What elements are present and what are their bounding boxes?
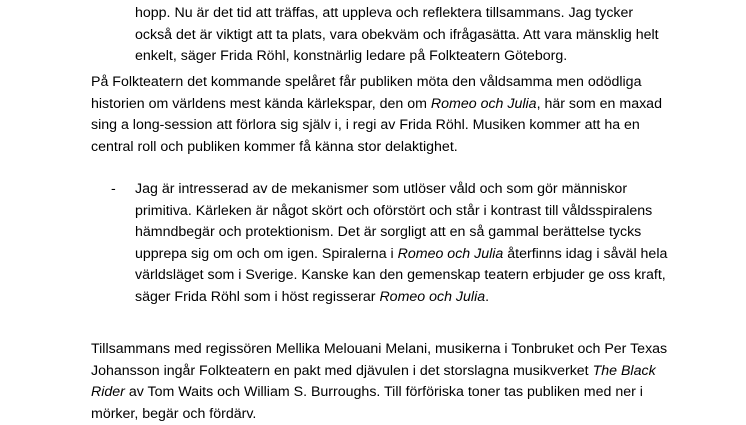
quote-continuation-line: enkelt, säger Frida Röhl, konstnärlig ledare på Folkteatern Göteborg. xyxy=(135,48,568,65)
text-run: , här som en maxad xyxy=(536,95,662,112)
quote-line: primitiva. Kärleken är något skört och oförstört och står i kontrast till våldsspiralens xyxy=(135,202,653,219)
quote-continuation-line: också det är viktigt att ta plats, vara obekväm och ifrågasätta. Att vara mänsklig helt xyxy=(135,26,659,43)
quote-line xyxy=(135,244,695,266)
quote-line xyxy=(135,287,695,309)
quote-continuation xyxy=(135,3,695,68)
paragraph-line xyxy=(91,382,691,404)
title-italic: Rider xyxy=(91,384,125,401)
quote-continuation-line: hopp. Nu är det tid att träffas, att uppleva och reflektera tillsammans. Jag tycker xyxy=(135,5,634,21)
paragraph-line: central roll och publiken kommer få känna stor delaktighet. xyxy=(91,138,458,155)
title-italic: Romeo och Julia xyxy=(379,288,486,305)
text-run: Johansson ingår Folkteatern en pakt med djävulen i det storslagna musikverket xyxy=(91,362,593,379)
text-run: av Tom Waits och William S. Burroughs. Till förföriska toner tas publiken med ner i xyxy=(124,384,643,401)
paragraph-line: sing a long-session att förlora sig själv i, i regi av Frida Röhl. Musiken kommer att ha en xyxy=(91,117,640,134)
text-run: . xyxy=(485,288,490,305)
paragraph-black-rider xyxy=(91,339,691,425)
text-run: upprepa sig om och om igen. Spiralerna i xyxy=(135,245,398,262)
paragraph-line xyxy=(91,94,691,116)
quote-frida-rohl xyxy=(135,179,695,309)
paragraph-line xyxy=(91,361,691,383)
text-run: säger Frida Röhl som i höst regisserar xyxy=(135,288,380,305)
quote-line: världsläget som i Sverige. Kanske kan den gemenskap teatern erbjuder ge oss kraft, xyxy=(135,267,666,284)
paragraph-romeo-julia-intro xyxy=(91,72,691,158)
quote-line: hämndbegär och protektionism. Det är sorgligt att en så gammal berättelse tycks xyxy=(135,224,642,241)
quote-dash-bullet: - xyxy=(111,181,116,197)
quote-line: Jag är intresserad av de mekanismer som utlöser våld och som gör människor xyxy=(135,181,628,197)
text-run: återfinns idag i såväl hela xyxy=(503,245,668,262)
paragraph-line: mörker, begär och fördärv. xyxy=(91,405,257,422)
title-italic: Romeo och Julia xyxy=(430,95,537,112)
paragraph-line: Tillsammans med regissören Mellika Melouani Melani, musikerna i Tonbruket och Per Texas xyxy=(91,341,668,357)
title-italic: Romeo och Julia xyxy=(397,245,504,262)
paragraph-line: På Folkteatern det kommande spelåret får publiken möta den våldsamma men odödliga xyxy=(91,74,642,90)
title-italic: The Black xyxy=(592,362,656,379)
text-run: historien om världens mest kända kärlekspar, den om xyxy=(91,95,431,112)
